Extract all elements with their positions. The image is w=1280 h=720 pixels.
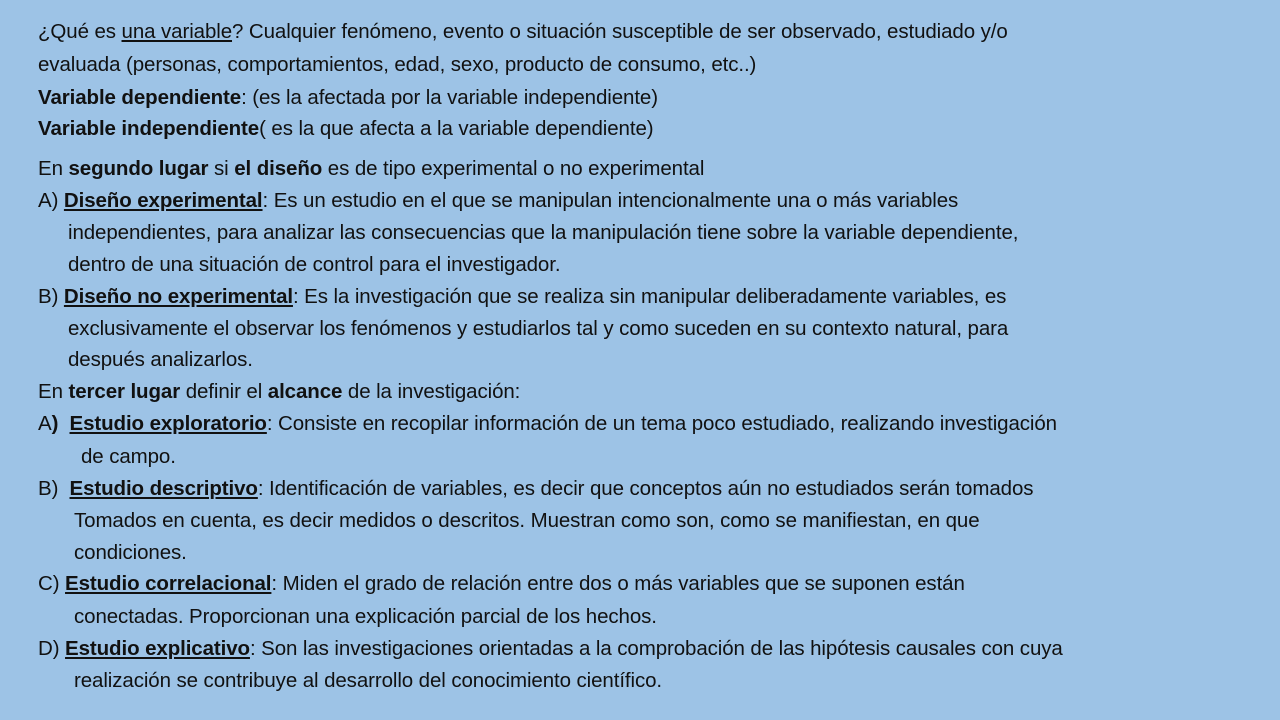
item-prefix: A)	[38, 189, 64, 212]
item-prefix: B)	[38, 285, 64, 308]
scope-intro-text: definir el	[180, 380, 268, 403]
experimental-design-line-1	[38, 188, 958, 214]
item-prefix: A	[38, 412, 52, 435]
descriptive-study-title: Estudio descriptivo	[69, 477, 258, 500]
item-prefix: B)	[38, 477, 59, 500]
descriptive-study-line-3: condiciones.	[74, 541, 187, 564]
descriptive-study-line-2: Tomados en cuenta, es decir medidos o descritos. Muestran como son, como se manifiestan, en que	[74, 509, 980, 532]
dependent-variable-label: Variable dependiente	[38, 86, 242, 109]
experimental-design-line-3: dentro de una situación de control para el investigador.	[68, 253, 561, 276]
design-intro-line	[38, 156, 704, 182]
descriptive-study-line-1	[38, 476, 1033, 502]
explanatory-study-title: Estudio explicativo	[65, 637, 250, 660]
definition-line-1	[38, 19, 1008, 45]
correlational-study-line-1	[38, 571, 965, 597]
correlational-study-title: Estudio correlacional	[65, 572, 272, 595]
variable-link: una variable	[121, 20, 233, 43]
exploratory-study-text: : Consiste en recopilar información de un tema poco estudiado, realizando investigación	[266, 412, 1057, 435]
non-experimental-design-line-2: exclusivamente el observar los fenómenos y estudiarlos tal y como suceden en su contexto natural, para	[68, 317, 1009, 340]
design-intro-bold: el diseño	[234, 157, 323, 180]
definition-text: ? Cualquier fenómeno, evento o situación susceptible de ser observado, estudiado y/o	[232, 20, 1008, 43]
design-intro-bold: segundo lugar	[68, 157, 209, 180]
scope-intro-text: En	[38, 380, 69, 403]
scope-intro-bold: tercer lugar	[68, 380, 181, 403]
dependent-variable-text: : (es la afectada por la variable independiente)	[241, 86, 658, 109]
design-intro-text: es de tipo experimental o no experimental	[322, 157, 705, 180]
correlational-study-text: : Miden el grado de relación entre dos o más variables que se suponen están	[271, 572, 965, 595]
non-experimental-design-title: Diseño no experimental	[63, 285, 293, 308]
item-prefix-paren: )	[51, 412, 59, 435]
explanatory-study-line-1	[38, 636, 1063, 662]
independent-variable-label: Variable independiente	[38, 117, 260, 140]
non-experimental-design-line-3: después analizarlos.	[68, 348, 253, 371]
design-intro-text: si	[208, 157, 235, 180]
exploratory-study-title: Estudio exploratorio	[69, 412, 267, 435]
explanatory-study-line-2: realización se contribuye al desarrollo del conocimiento científico.	[74, 669, 663, 692]
independent-variable-text: ( es la que afecta a la variable dependiente)	[259, 117, 654, 140]
item-prefix: D)	[38, 637, 66, 660]
exploratory-study-line-1	[38, 411, 1057, 437]
non-experimental-design-line-1	[38, 284, 1006, 310]
dependent-variable-line	[38, 85, 658, 111]
design-intro-text: En	[38, 157, 69, 180]
scope-intro-text: de la investigación:	[342, 380, 521, 403]
definition-text: ¿Qué es	[38, 20, 122, 43]
experimental-design-title: Diseño experimental	[63, 189, 263, 212]
definition-line-2: evaluada (personas, comportamientos, edad, sexo, producto de consumo, etc..)	[38, 53, 757, 76]
scope-intro-bold: alcance	[267, 380, 343, 403]
non-experimental-design-text: : Es la investigación que se realiza sin manipular deliberadamente variables, es	[292, 285, 1007, 308]
experimental-design-line-2: independientes, para analizar las consecuencias que la manipulación tiene sobre la variable dependiente,	[68, 221, 1019, 244]
experimental-design-text: : Es un estudio en el que se manipulan intencionalmente una o más variables	[262, 189, 959, 212]
independent-variable-line	[38, 116, 653, 142]
explanatory-study-text: : Son las investigaciones orientadas a la comprobación de las hipótesis causales con cuya	[249, 637, 1063, 660]
scope-intro-line	[38, 379, 520, 405]
item-prefix: C)	[38, 572, 66, 595]
exploratory-study-line-2: de campo.	[81, 445, 176, 468]
descriptive-study-text: : Identificación de variables, es decir que conceptos aún no estudiados serán tomados	[257, 477, 1034, 500]
correlational-study-line-2: conectadas. Proporcionan una explicación parcial de los hechos.	[74, 605, 657, 628]
